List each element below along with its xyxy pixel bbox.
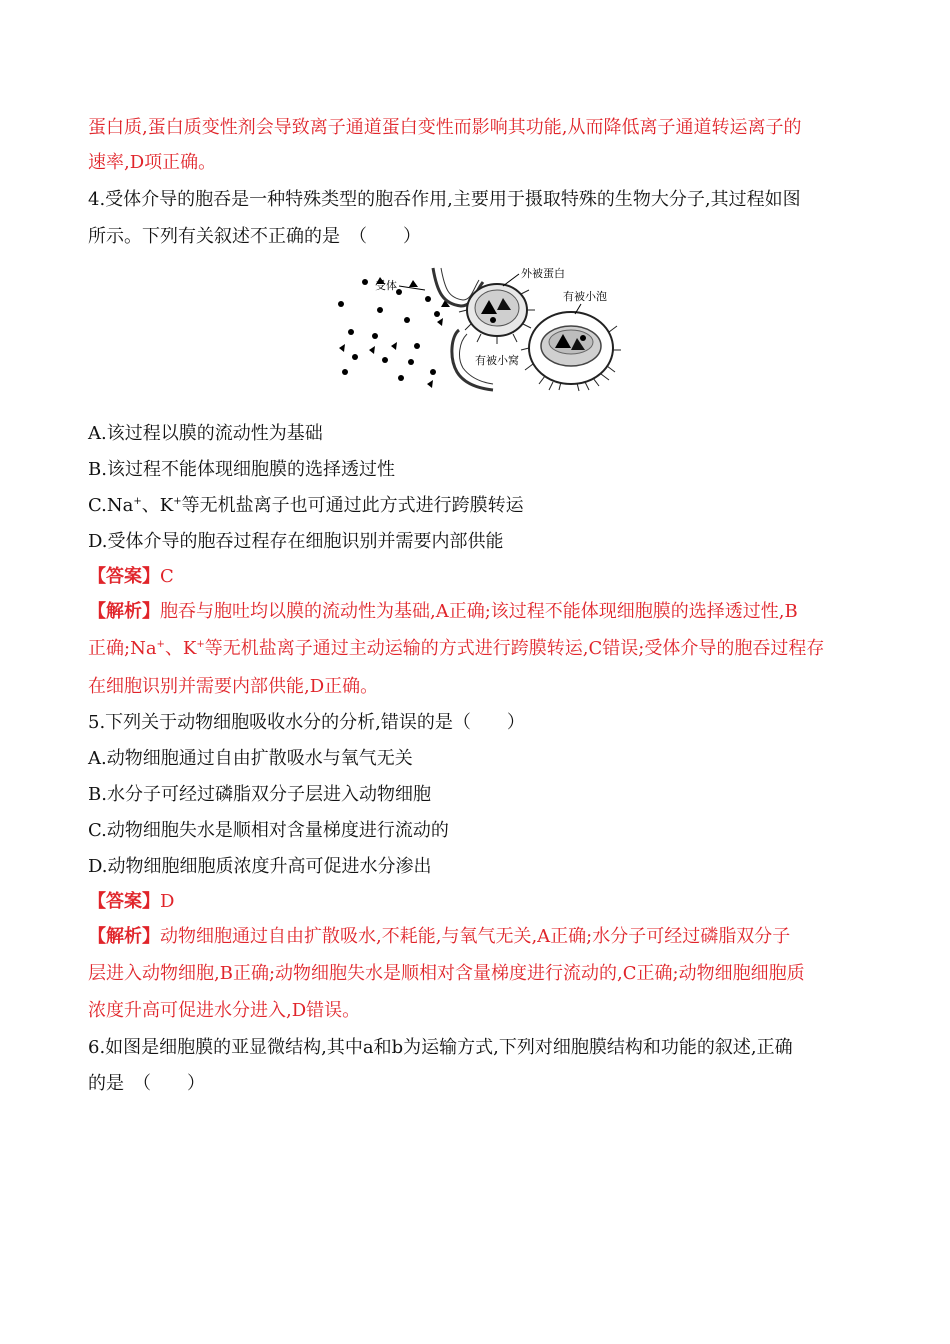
analysis-4-line-2: 正确;Na+、K+等无机盐离子通过主动运输的方式进行跨膜转运,C错误;受体介导的胞吞过程存 [88, 638, 825, 659]
question-5-option-b: B.水分子可经过磷脂双分子层进入动物细胞 [88, 784, 431, 805]
receptor-label: 受体 [375, 279, 397, 292]
continuation-line-2: 速率,D项正确。 [88, 152, 217, 173]
question-4-option-c: C.Na+、K+等无机盐离子也可通过此方式进行跨膜转运 [88, 495, 524, 516]
coated-vesicle [521, 312, 621, 391]
molecule-dots [338, 279, 440, 381]
question-4-option-b: B.该过程不能体现细胞膜的选择透过性 [88, 459, 395, 480]
endocytosis-figure [325, 262, 625, 394]
analysis-4-line-1: 【解析】胞吞与胞吐均以膜的流动性为基础,A正确;该过程不能体现细胞膜的选择透过性,B [88, 601, 798, 622]
question-5-stem: 5.下列关于动物细胞吸收水分的分析,错误的是（ ） [88, 712, 525, 733]
analysis-5-line-1: 【解析】动物细胞通过自由扩散吸水,不耗能,与氧气无关,A正确;水分子可经过磷脂双分子 [88, 926, 791, 947]
coated-pit [459, 284, 535, 344]
question-5-option-a: A.动物细胞通过自由扩散吸水与氧气无关 [88, 748, 413, 769]
coated-vesicle-label: 有被小泡 [563, 290, 607, 303]
coat-protein-label: 外被蛋白 [521, 267, 565, 280]
analysis-4-line-3: 在细胞识别并需要内部供能,D正确。 [88, 676, 379, 697]
question-5-option-c: C.动物细胞失水是顺相对含量梯度进行流动的 [88, 820, 449, 841]
answer-4: 【答案】C [88, 566, 174, 587]
question-6-stem-1: 6.如图是细胞膜的亚显微结构,其中a和b为运输方式,下列对细胞膜结构和功能的叙述,正确 [88, 1037, 793, 1058]
coated-pit-label: 有被小窝 [475, 354, 519, 367]
analysis-5-line-3: 浓度升高可促进水分进入,D错误。 [88, 1000, 361, 1021]
continuation-line-1: 蛋白质,蛋白质变性剂会导致离子通道蛋白变性而影响其功能,从而降低离子通道转运离子的 [88, 117, 802, 138]
question-4-stem-1: 4.受体介导的胞吞是一种特殊类型的胞吞作用,主要用于摄取特殊的生物大分子,其过程如图 [88, 189, 801, 210]
question-4-option-d: D.受体介导的胞吞过程存在细胞识别并需要内部供能 [88, 531, 504, 552]
question-5-option-d: D.动物细胞细胞质浓度升高可促进水分渗出 [88, 856, 432, 877]
question-4-option-a: A.该过程以膜的流动性为基础 [88, 423, 323, 444]
answer-5: 【答案】D [88, 891, 175, 912]
question-6-stem-2: 的是 （ ） [88, 1073, 205, 1094]
analysis-5-line-2: 层进入动物细胞,B正确;动物细胞失水是顺相对含量梯度进行流动的,C正确;动物细胞细胞质 [88, 963, 805, 984]
question-4-stem-2: 所示。下列有关叙述不正确的是 （ ） [88, 226, 421, 247]
